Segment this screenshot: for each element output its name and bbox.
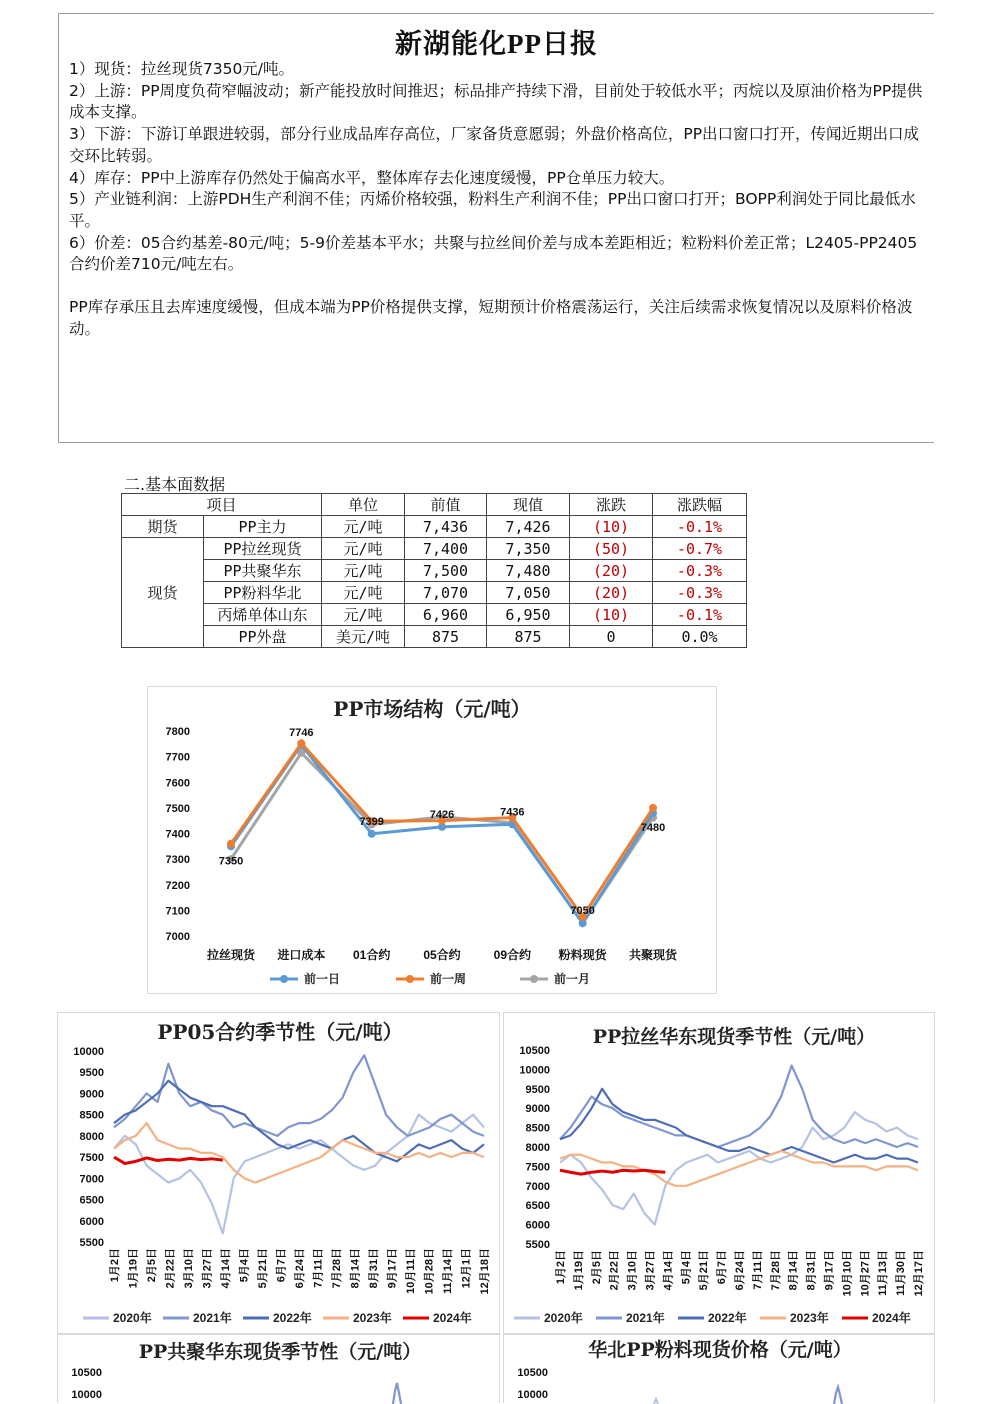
chart-title: PP拉丝华东现货季节性（元/吨） bbox=[592, 1026, 876, 1048]
x-tick-label: 09合约 bbox=[493, 948, 532, 962]
pp05-seasonality-chart bbox=[57, 1012, 500, 1334]
x-tick-label: 2月22日 bbox=[164, 1248, 177, 1289]
y-tick-label: 10000 bbox=[71, 1389, 102, 1401]
x-tick-label: 6月24日 bbox=[734, 1250, 746, 1291]
y-tick-label: 10000 bbox=[73, 1046, 104, 1058]
row-curr: 7,350 bbox=[487, 538, 570, 560]
row-item: PP粉料华北 bbox=[204, 582, 322, 604]
row-chg: (10) bbox=[570, 604, 653, 626]
x-tick-label: 10月27日 bbox=[859, 1250, 872, 1297]
y-tick-label: 9000 bbox=[79, 1088, 104, 1101]
legend-label: 2024年 bbox=[872, 1311, 911, 1325]
row-chg: 0 bbox=[570, 626, 653, 648]
x-tick-label: 10月11日 bbox=[405, 1248, 417, 1294]
x-tick-label: 12月1日 bbox=[460, 1248, 473, 1289]
row-curr: 7,426 bbox=[487, 516, 570, 538]
x-tick-label: 5月21日 bbox=[698, 1250, 711, 1291]
x-tick-label: 7月11日 bbox=[751, 1250, 764, 1290]
x-tick-label: 3月10日 bbox=[626, 1250, 639, 1291]
data-label: 7050 bbox=[570, 905, 595, 918]
y-tick-label: 7500 bbox=[79, 1152, 104, 1165]
group-spot: 现货 bbox=[122, 538, 204, 648]
x-tick-label: 5月4日 bbox=[680, 1250, 693, 1285]
x-tick-label: 4月14日 bbox=[220, 1248, 232, 1289]
data-label: 7746 bbox=[289, 726, 314, 739]
legend-label: 2022年 bbox=[273, 1311, 312, 1325]
header-chg: 涨跌 bbox=[570, 494, 653, 516]
report-summary: PP库存承压且去库速度缓慢，但成本端为PP价格提供支撑，短期预计价格震荡运行，关注后续需求恢复情况以及原料价格波动。 bbox=[69, 298, 913, 338]
data-label: 7436 bbox=[500, 806, 525, 819]
x-tick-label: 2月22日 bbox=[608, 1250, 621, 1291]
x-tick-label: 01合约 bbox=[352, 948, 391, 962]
row-pct: -0.3% bbox=[653, 582, 747, 604]
y-tick-label: 9500 bbox=[79, 1067, 104, 1080]
y-tick-label: 7700 bbox=[165, 751, 190, 764]
row-chg: (20) bbox=[570, 582, 653, 604]
row-prev: 6,960 bbox=[405, 604, 487, 626]
data-point bbox=[227, 840, 235, 848]
report-paragraph-2: 2）上游：PP周度负荷窄幅波动；新产能投放时间推迟；标品排产持续下滑，目前处于较低水平；丙烷以及原油价格为PP提供成本支撑。 bbox=[69, 81, 923, 122]
report-paragraph-4: 4）库存：PP中上游库存仍然处于偏高水平，整体库存去化速度缓慢，PP仓单压力较大。 bbox=[69, 168, 675, 187]
paragraph-gap bbox=[69, 276, 925, 297]
report-paragraph-1: 1）现货：拉丝现货7350元/吨。 bbox=[69, 60, 295, 78]
row-prev: 7,400 bbox=[405, 538, 487, 560]
x-tick-label: 1月19日 bbox=[572, 1250, 585, 1291]
chart-title: PP05合约季节性（元/吨） bbox=[157, 1020, 403, 1044]
x-tick-label: 1月2日 bbox=[555, 1250, 567, 1285]
row-unit: 美元/吨 bbox=[322, 626, 405, 648]
legend-label: 前一周 bbox=[430, 972, 467, 986]
data-label: 7426 bbox=[429, 808, 455, 821]
chart-title: PP市场结构（元/吨） bbox=[333, 697, 531, 721]
series-line bbox=[560, 1089, 918, 1163]
y-tick-label: 8500 bbox=[525, 1122, 550, 1135]
row-unit: 元/吨 bbox=[322, 538, 405, 560]
row-item: PP主力 bbox=[204, 516, 322, 538]
x-tick-label: 5月4日 bbox=[238, 1248, 251, 1283]
row-item: PP拉丝现货 bbox=[204, 538, 322, 560]
x-tick-label: 7月28日 bbox=[769, 1250, 782, 1291]
header-curr: 现值 bbox=[487, 494, 570, 516]
x-tick-label: 共聚现货 bbox=[628, 948, 678, 962]
x-tick-label: 3月27日 bbox=[201, 1248, 214, 1289]
x-tick-label: 7月11日 bbox=[312, 1248, 325, 1288]
y-tick-label: 9500 bbox=[525, 1083, 550, 1096]
row-prev: 7,500 bbox=[405, 560, 487, 582]
row-curr: 7,050 bbox=[487, 582, 570, 604]
fundamentals-caption: 二.基本面数据 bbox=[124, 475, 226, 494]
x-tick-label: 5月21日 bbox=[257, 1248, 269, 1289]
x-tick-label: 1月2日 bbox=[109, 1248, 121, 1283]
series-line bbox=[114, 1157, 223, 1163]
series-line bbox=[654, 1399, 658, 1404]
data-label: 7480 bbox=[640, 822, 666, 834]
x-tick-label: 05合约 bbox=[423, 948, 461, 962]
x-tick-label: 11月30日 bbox=[895, 1250, 908, 1296]
x-tick-label: 3月10日 bbox=[183, 1248, 195, 1289]
x-tick-label: 4月14日 bbox=[662, 1250, 675, 1291]
y-tick-label: 6000 bbox=[525, 1219, 550, 1232]
y-tick-label: 7000 bbox=[79, 1173, 104, 1186]
x-tick-label: 9月17日 bbox=[386, 1248, 399, 1289]
legend-marker bbox=[530, 975, 538, 983]
y-tick-label: 6500 bbox=[525, 1200, 550, 1213]
report-paragraph-6: 6）价差：05合约基差-80元/吨；5-9价差基本平水；共聚与拉丝间价差与成本差距相近；粒粉料价差正常；L2405-PP2405合约价差710元/吨左右。 bbox=[69, 233, 918, 274]
y-tick-label: 8500 bbox=[79, 1109, 104, 1122]
report-title: 新湖能化PP日报 bbox=[395, 29, 598, 59]
report-box bbox=[58, 13, 934, 443]
row-pct: -0.1% bbox=[653, 604, 747, 626]
report-body bbox=[69, 59, 925, 340]
legend-label: 2022年 bbox=[708, 1311, 747, 1325]
header-pct: 涨跌幅 bbox=[653, 494, 747, 516]
y-tick-label: 7000 bbox=[165, 931, 190, 943]
y-tick-label: 10500 bbox=[519, 1045, 550, 1057]
pp-copolymer-seasonality-svg bbox=[58, 1335, 499, 1404]
group-futures: 期货 bbox=[122, 516, 204, 538]
row-curr: 875 bbox=[487, 626, 570, 648]
series-line bbox=[114, 1055, 484, 1136]
x-tick-label: 拉丝现货 bbox=[206, 948, 256, 962]
x-tick-label: 9月17日 bbox=[823, 1250, 836, 1291]
x-tick-label: 6月24日 bbox=[294, 1248, 306, 1289]
x-tick-label: 8月31日 bbox=[368, 1248, 380, 1289]
pp-powder-price-svg bbox=[504, 1335, 934, 1404]
report-paragraph-5: 5）产业链利润：上游PDH生产利润不佳；丙烯价格较强，粉料生产利润不佳；PP出口窗口打开；BOPP利润处于同比最低水平。 bbox=[69, 190, 916, 230]
legend-label: 2020年 bbox=[113, 1311, 152, 1325]
table-row bbox=[122, 516, 747, 538]
table-row bbox=[122, 626, 747, 648]
x-tick-label: 8月14日 bbox=[787, 1250, 800, 1291]
y-tick-label: 7200 bbox=[165, 879, 190, 892]
pp05-seasonality-svg bbox=[58, 1013, 499, 1333]
row-prev: 875 bbox=[405, 626, 487, 648]
x-tick-label: 3月27日 bbox=[644, 1250, 657, 1291]
table-row bbox=[122, 538, 747, 560]
series-line bbox=[393, 1383, 401, 1404]
series-line bbox=[834, 1387, 842, 1404]
row-chg: (20) bbox=[570, 560, 653, 582]
row-pct: 0.0% bbox=[653, 626, 747, 648]
row-curr: 6,950 bbox=[487, 604, 570, 626]
header-prev: 前值 bbox=[405, 494, 487, 516]
x-tick-label: 10月28日 bbox=[423, 1248, 436, 1295]
x-tick-label: 1月19日 bbox=[127, 1248, 140, 1289]
legend-marker bbox=[280, 975, 288, 983]
data-point bbox=[649, 804, 657, 812]
legend-label: 2023年 bbox=[353, 1311, 392, 1325]
header-item: 项目 bbox=[122, 494, 322, 516]
x-tick-label: 8月31日 bbox=[805, 1250, 818, 1291]
market-structure-svg bbox=[148, 687, 716, 993]
y-tick-label: 10500 bbox=[517, 1367, 548, 1379]
row-unit: 元/吨 bbox=[322, 582, 405, 604]
legend-label: 2023年 bbox=[790, 1311, 829, 1325]
data-label: 7350 bbox=[218, 855, 244, 868]
row-pct: -0.1% bbox=[653, 516, 747, 538]
row-prev: 7,070 bbox=[405, 582, 487, 604]
x-tick-label: 8月14日 bbox=[349, 1248, 362, 1289]
x-tick-label: 7月28日 bbox=[331, 1248, 343, 1289]
legend-label: 2024年 bbox=[433, 1311, 472, 1325]
pp-copolymer-seasonality-chart bbox=[57, 1334, 500, 1403]
legend-marker bbox=[406, 975, 414, 983]
y-tick-label: 7400 bbox=[165, 828, 190, 841]
chart-title: 华北PP粉料现货价格（元/吨） bbox=[588, 1339, 852, 1361]
y-tick-label: 7600 bbox=[165, 777, 190, 790]
row-unit: 元/吨 bbox=[322, 604, 405, 626]
table-row bbox=[122, 560, 747, 582]
row-unit: 元/吨 bbox=[322, 516, 405, 538]
legend-label: 2020年 bbox=[544, 1311, 583, 1325]
table-header-row bbox=[122, 494, 747, 516]
row-chg: (50) bbox=[570, 538, 653, 560]
y-tick-label: 10000 bbox=[517, 1389, 548, 1401]
y-tick-label: 10500 bbox=[71, 1367, 102, 1379]
legend-label: 前一日 bbox=[304, 972, 341, 986]
row-chg: (10) bbox=[570, 516, 653, 538]
y-tick-label: 7500 bbox=[165, 802, 190, 815]
y-tick-label: 8000 bbox=[79, 1130, 104, 1143]
y-tick-label: 7100 bbox=[165, 905, 190, 918]
y-tick-label: 6000 bbox=[79, 1215, 104, 1228]
series-line bbox=[114, 1115, 484, 1234]
x-tick-label: 粉料现货 bbox=[558, 948, 607, 962]
row-item: PP共聚华东 bbox=[204, 560, 322, 582]
series-line bbox=[560, 1170, 665, 1174]
series-line bbox=[231, 753, 653, 923]
header-unit: 单位 bbox=[322, 494, 405, 516]
report-paragraph-3: 3）下游：下游订单跟进较弱，部分行业成品库存高位，厂家备货意愿弱；外盘价格高位，PP出口窗口打开，传闻近期出口成交环比转弱。 bbox=[69, 125, 920, 165]
series-line bbox=[560, 1112, 918, 1225]
series-line bbox=[114, 1123, 484, 1182]
series-line bbox=[231, 745, 653, 923]
x-tick-label: 12月18日 bbox=[479, 1248, 491, 1295]
data-point bbox=[297, 739, 305, 747]
row-prev: 7,436 bbox=[405, 516, 487, 538]
legend-label: 前一月 bbox=[554, 972, 591, 986]
row-pct: -0.7% bbox=[653, 538, 747, 560]
table-row bbox=[122, 582, 747, 604]
y-tick-label: 7500 bbox=[525, 1161, 550, 1174]
pp-drawn-seasonality-svg bbox=[504, 1013, 934, 1333]
data-point bbox=[368, 830, 376, 838]
row-curr: 7,480 bbox=[487, 560, 570, 582]
series-line bbox=[560, 1151, 918, 1186]
row-item: PP外盘 bbox=[204, 626, 322, 648]
x-tick-label: 6月7日 bbox=[275, 1248, 288, 1283]
y-tick-label: 8000 bbox=[525, 1142, 550, 1154]
pp-drawn-seasonality-chart bbox=[503, 1012, 935, 1334]
x-tick-label: 2月5日 bbox=[590, 1250, 603, 1285]
x-tick-label: 11月14日 bbox=[442, 1248, 454, 1294]
x-tick-label: 12月17日 bbox=[913, 1250, 925, 1297]
data-label: 7399 bbox=[359, 815, 384, 828]
row-unit: 元/吨 bbox=[322, 560, 405, 582]
y-tick-label: 7300 bbox=[165, 854, 190, 867]
x-tick-label: 2月5日 bbox=[146, 1248, 158, 1283]
y-tick-label: 10000 bbox=[519, 1064, 550, 1077]
legend-label: 2021年 bbox=[626, 1311, 665, 1325]
y-tick-label: 5500 bbox=[79, 1237, 104, 1249]
row-pct: -0.3% bbox=[653, 560, 747, 582]
y-tick-label: 7800 bbox=[165, 726, 190, 738]
chart-title: PP共聚华东现货季节性（元/吨） bbox=[138, 1341, 422, 1363]
fundamentals-table bbox=[121, 493, 747, 648]
x-tick-label: 6月7日 bbox=[716, 1250, 729, 1285]
x-tick-label: 进口成本 bbox=[277, 948, 326, 962]
x-tick-label: 10月10日 bbox=[841, 1250, 854, 1297]
pp-powder-price-chart bbox=[503, 1334, 935, 1403]
y-tick-label: 9000 bbox=[525, 1103, 550, 1116]
x-tick-label: 11月13日 bbox=[877, 1250, 890, 1296]
y-tick-label: 7000 bbox=[525, 1180, 550, 1193]
table-row bbox=[122, 604, 747, 626]
market-structure-chart bbox=[147, 686, 717, 994]
y-tick-label: 6500 bbox=[79, 1194, 104, 1207]
legend-label: 2021年 bbox=[193, 1311, 232, 1325]
row-item: 丙烯单体山东 bbox=[204, 604, 322, 626]
y-tick-label: 5500 bbox=[525, 1239, 550, 1251]
